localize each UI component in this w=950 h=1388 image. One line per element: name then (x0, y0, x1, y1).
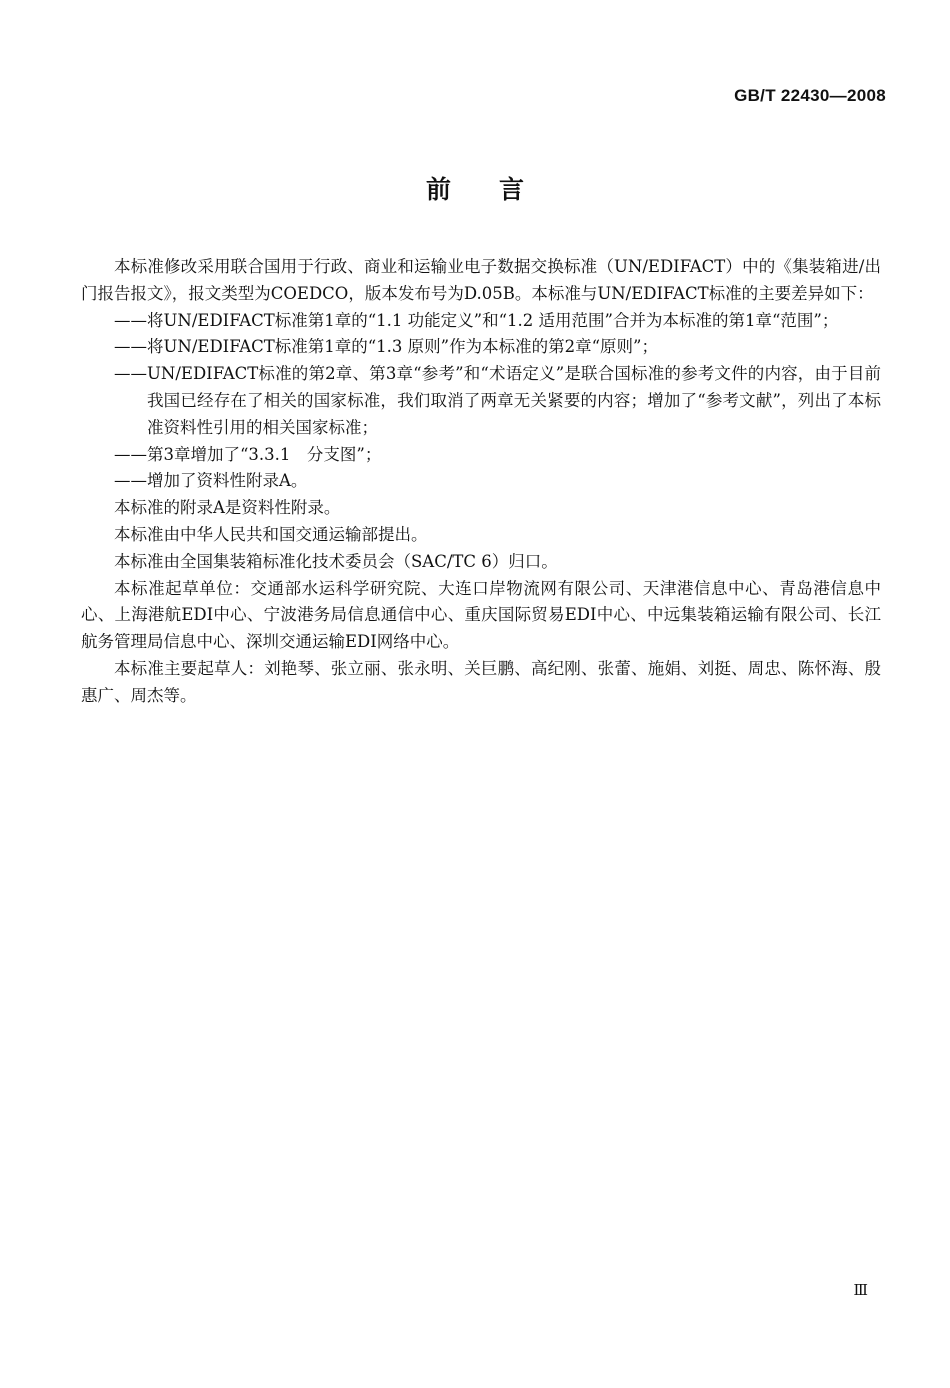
administrator-paragraph: 本标准由全国集装箱标准化技术委员会（SAC/TC 6）归口。 (114, 551, 558, 571)
page-number: Ⅲ (853, 1281, 868, 1299)
drafting-units-paragraph: 本标准起草单位：交通部水运科学研究院、大连口岸物流网有限公司、天津港信息中心、青岛港信息中心、上海港航EDI中心、宁波港务局信息通信中心、重庆国际贸易EDI中心、中远集装箱运输有限公司、长江航务管理局信息中心、深圳交通运输EDI网络中心。 (81, 578, 881, 652)
difference-item-3: ——UN/EDIFACT标准的第2章、第3章“参考”和“术语定义”是联合国标准的参考文件的内容，由于目前我国已经存在了相关的国家标准，我们取消了两章无关紧要的内容；增加了“参考文献”，列出了本标准资料性引用的相关国家标准； (114, 364, 881, 437)
proposer-paragraph: 本标准由中华人民共和国交通运输部提出。 (114, 524, 428, 544)
difference-item-4: ——第3章增加了“3.3.1 分支图”； (114, 444, 382, 464)
difference-item-2: ——将UN/EDIFACT标准第1章的“1.3 原则”作为本标准的第2章“原则”； (114, 337, 658, 357)
difference-item-5: ——增加了资料性附录A。 (114, 471, 308, 491)
page-title: 前言 (425, 175, 572, 204)
drafters-paragraph: 本标准主要起草人：刘艳琴、张立丽、张永明、关巨鹏、高纪刚、张蕾、施娟、刘挺、周忠、陈怀海、殷惠广、周杰等。 (81, 658, 881, 705)
standard-code: GB/T 22430—2008 (734, 86, 886, 105)
foreword-body (81, 254, 881, 710)
difference-item-1: ——将UN/EDIFACT标准第1章的“1.1 功能定义”和“1.2 适用范围”合并为本标准的第1章“范围”； (114, 310, 839, 330)
annex-paragraph: 本标准的附录A是资料性附录。 (114, 498, 341, 518)
intro-paragraph: 本标准修改采用联合国用于行政、商业和运输业电子数据交换标准（UN/EDIFACT）中的《集装箱进/出门报告报文》，报文类型为COEDCO，版本发布号为D.05B。本标准与UN/EDIFACT标准的主要差异如下： (81, 257, 881, 303)
